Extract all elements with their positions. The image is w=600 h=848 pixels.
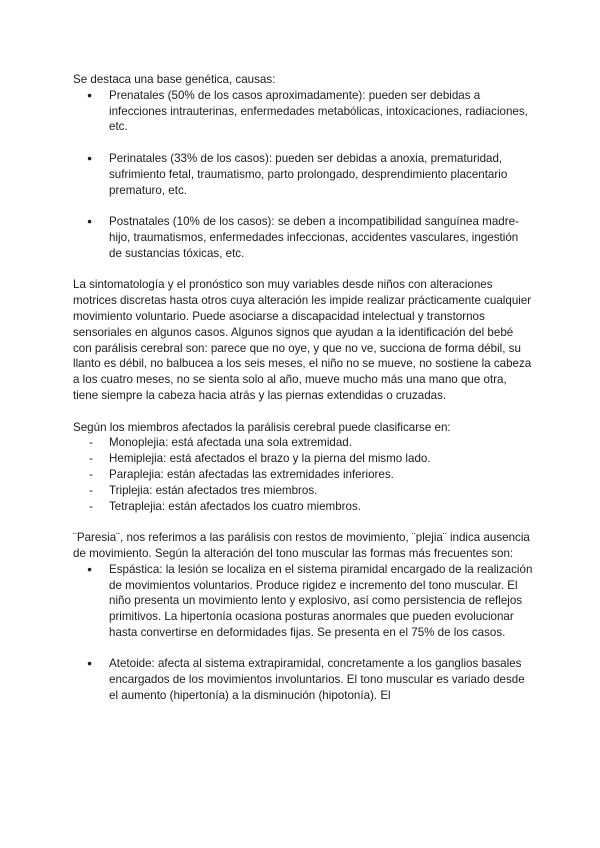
paresia-paragraph: ¨Paresia¨, nos referimos a las parálisis con restos de movimiento, ¨plejia¨ indica ausencia de movimiento. Según la alteración del tono muscular las formas más frecuentes son: [73,531,530,560]
symptoms-paragraph: La sintomatología y el pronóstico son muy variables desde niños con alteraciones motrices discretas hasta otros cuya alteración les impide realizar prácticamente cualquier movimiento voluntario. Puede asociarse a discapacidad intelectual y transtornos sensoriales en algunos casos. Algunos signos que ayudan a la identificación del bebé con parálisis cerebral son: parece que no oye, y que no ve, succiona de forma débil, su llanto es débil, no balbucea a los seis meses, el niño no se mueve, no sostiene la cabeza a los cuatro meses, no se sienta solo al año, mueve mucho más una mano que otra, tiene siempre la cabeza hacia atrás y las piernas extendidas o cruzadas. [73,278,532,402]
list-item-atetoide: ● Atetoide: afecta al sistema extrapiramidal, concretamente a los ganglios basales encargados de los movimientos involuntarios. El tono muscular es variado desde el aumento (hipertonía) a la disminución (hipotonía). El [73,656,533,703]
document-body [73,72,533,704]
list-item-triplejia: - Triplejia: están afectados tres miembros. [73,483,533,499]
list-item-espastica: ● Espástica: la lesión se localiza en el sistema piramidal encargado de la realización de movimientos voluntarios. Produce rigidez e incremento del tono muscular. El niño presenta un movimiento lento y explosivo, así como persistencia de reflejos primitivos. La hipertonía ocasiona posturas anormales que pueden evolucionar hasta convertirse en deformidades fijas. Se presenta en el 75% de los casos. [73,562,533,641]
forms-list [73,562,533,704]
limbs-intro: Según los miembros afectados la parálisis cerebral puede clasificarse en: [73,420,451,434]
limbs-list [73,435,533,514]
causes-list [73,88,533,262]
list-item-prenatales: ● Prenatales (50% de los casos aproximadamente): pueden ser debidas a infecciones intrauterinas, enfermedades metabólicas, intoxicaciones, radiaciones, etc. [73,88,533,135]
list-item-postnatales: ● Postnatales (10% de los casos): se deben a incompatibilidad sanguínea madre-hijo, traumatismos, enfermedades infeccionas, accidentes vasculares, ingestión de sustancias tóxicas, etc. [73,214,533,261]
list-item-perinatales: ● Perinatales (33% de los casos): pueden ser debidas a anoxia, prematuridad, sufrimiento fetal, traumatismo, parto prolongado, desprendimiento placentario prematuro, etc. [73,151,533,198]
list-item-tetraplejia: - Tetraplejia: están afectados los cuatro miembros. [73,499,533,515]
list-item-hemiplejia: - Hemiplejia: está afectados el brazo y la pierna del mismo lado. [73,451,533,467]
list-item-monoplejia: - Monoplejia: está afectada una sola extremidad. [73,435,533,451]
list-item-paraplejia: - Paraplejia: están afectadas las extremidades inferiores. [73,467,533,483]
causes-intro: Se destaca una base genética, causas: [73,73,276,86]
